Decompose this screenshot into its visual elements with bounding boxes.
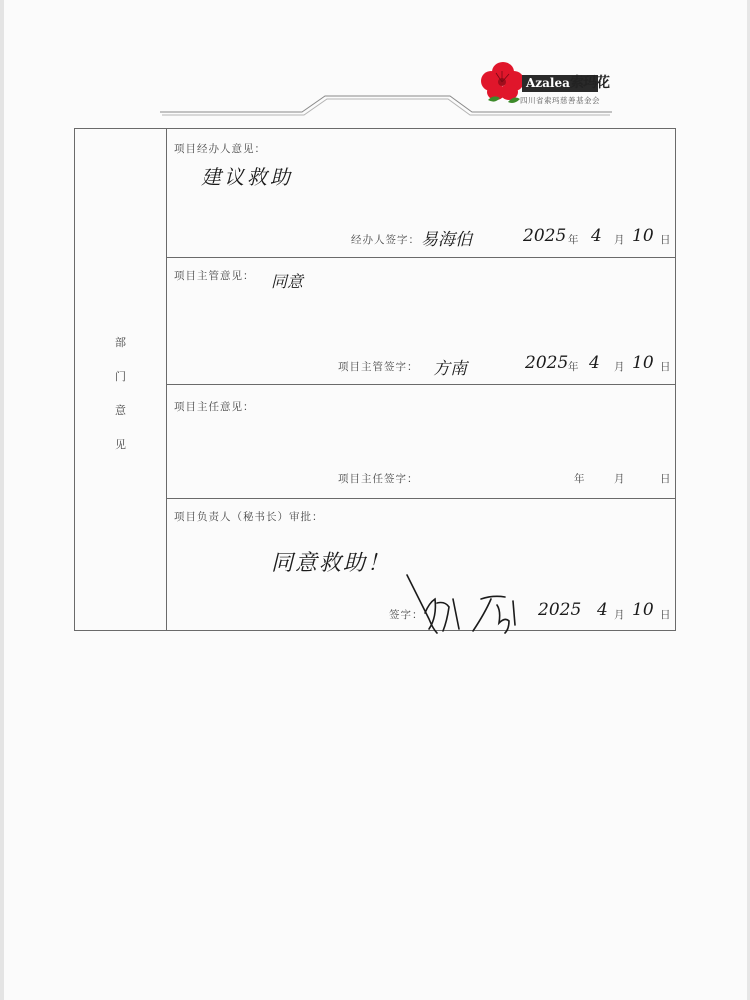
year-unit: 年 <box>568 361 579 373</box>
department-opinion-label <box>75 334 166 470</box>
secretary-handwritten-signature <box>401 569 551 639</box>
row-divider <box>166 498 675 499</box>
handler-signature-label: 经办人签字： <box>351 234 420 246</box>
secretary-approval-label: 项目负责人（秘书长）审批： <box>174 511 324 523</box>
month-unit: 月 <box>614 234 625 246</box>
scan-edge-left <box>0 0 4 1000</box>
column-divider <box>166 129 167 630</box>
day-unit: 日 <box>660 473 671 485</box>
handler-signature-handwritten: 易海伯 <box>421 230 472 250</box>
row-divider <box>166 257 675 258</box>
secretary-date-year: 2025 <box>538 600 582 620</box>
dept-char: 见 <box>115 438 126 451</box>
month-unit: 月 <box>614 361 625 373</box>
secretary-date-day: 10 <box>632 600 654 620</box>
row-divider <box>166 384 675 385</box>
dept-char: 意 <box>115 404 126 417</box>
day-unit: 日 <box>660 361 671 373</box>
secretary-date-month: 4 <box>597 600 608 620</box>
approval-form-table <box>74 128 676 631</box>
secretary-approval-handwritten: 同意救助！ <box>271 551 392 576</box>
supervisor-opinion-label: 项目主管意见： <box>174 270 255 282</box>
day-unit: 日 <box>660 234 671 246</box>
supervisor-date-year: 2025 <box>525 353 569 373</box>
month-unit: 月 <box>614 473 625 485</box>
logo-english-name: Azalea <box>526 76 570 90</box>
handler-opinion-label: 项目经办人意见： <box>174 143 266 155</box>
supervisor-signature-handwritten: 方南 <box>433 359 467 379</box>
handler-date-month: 4 <box>591 226 602 246</box>
handler-date-day: 10 <box>632 226 654 246</box>
year-unit: 年 <box>574 473 585 485</box>
year-unit: 年 <box>568 234 579 246</box>
director-opinion-label: 项目主任意见： <box>174 401 255 413</box>
header-tab-line <box>0 0 750 130</box>
dept-char: 部 <box>115 336 126 349</box>
supervisor-signature-label: 项目主管签字： <box>338 361 419 373</box>
supervisor-date-day: 10 <box>632 353 654 373</box>
logo-chinese-name: 索玛花 <box>570 75 609 91</box>
director-signature-label: 项目主任签字： <box>338 473 419 485</box>
supervisor-date-month: 4 <box>589 353 600 373</box>
handler-opinion-handwritten: 建议救助 <box>201 165 293 189</box>
logo-subtitle: 四川省索玛慈善基金会 <box>520 96 600 105</box>
month-unit: 月 <box>614 609 625 621</box>
dept-char: 门 <box>115 370 126 383</box>
day-unit: 日 <box>660 609 671 621</box>
secretary-signature-label: 签字： <box>389 609 424 621</box>
handler-date-year: 2025 <box>523 226 567 246</box>
supervisor-opinion-handwritten: 同意 <box>271 272 304 291</box>
